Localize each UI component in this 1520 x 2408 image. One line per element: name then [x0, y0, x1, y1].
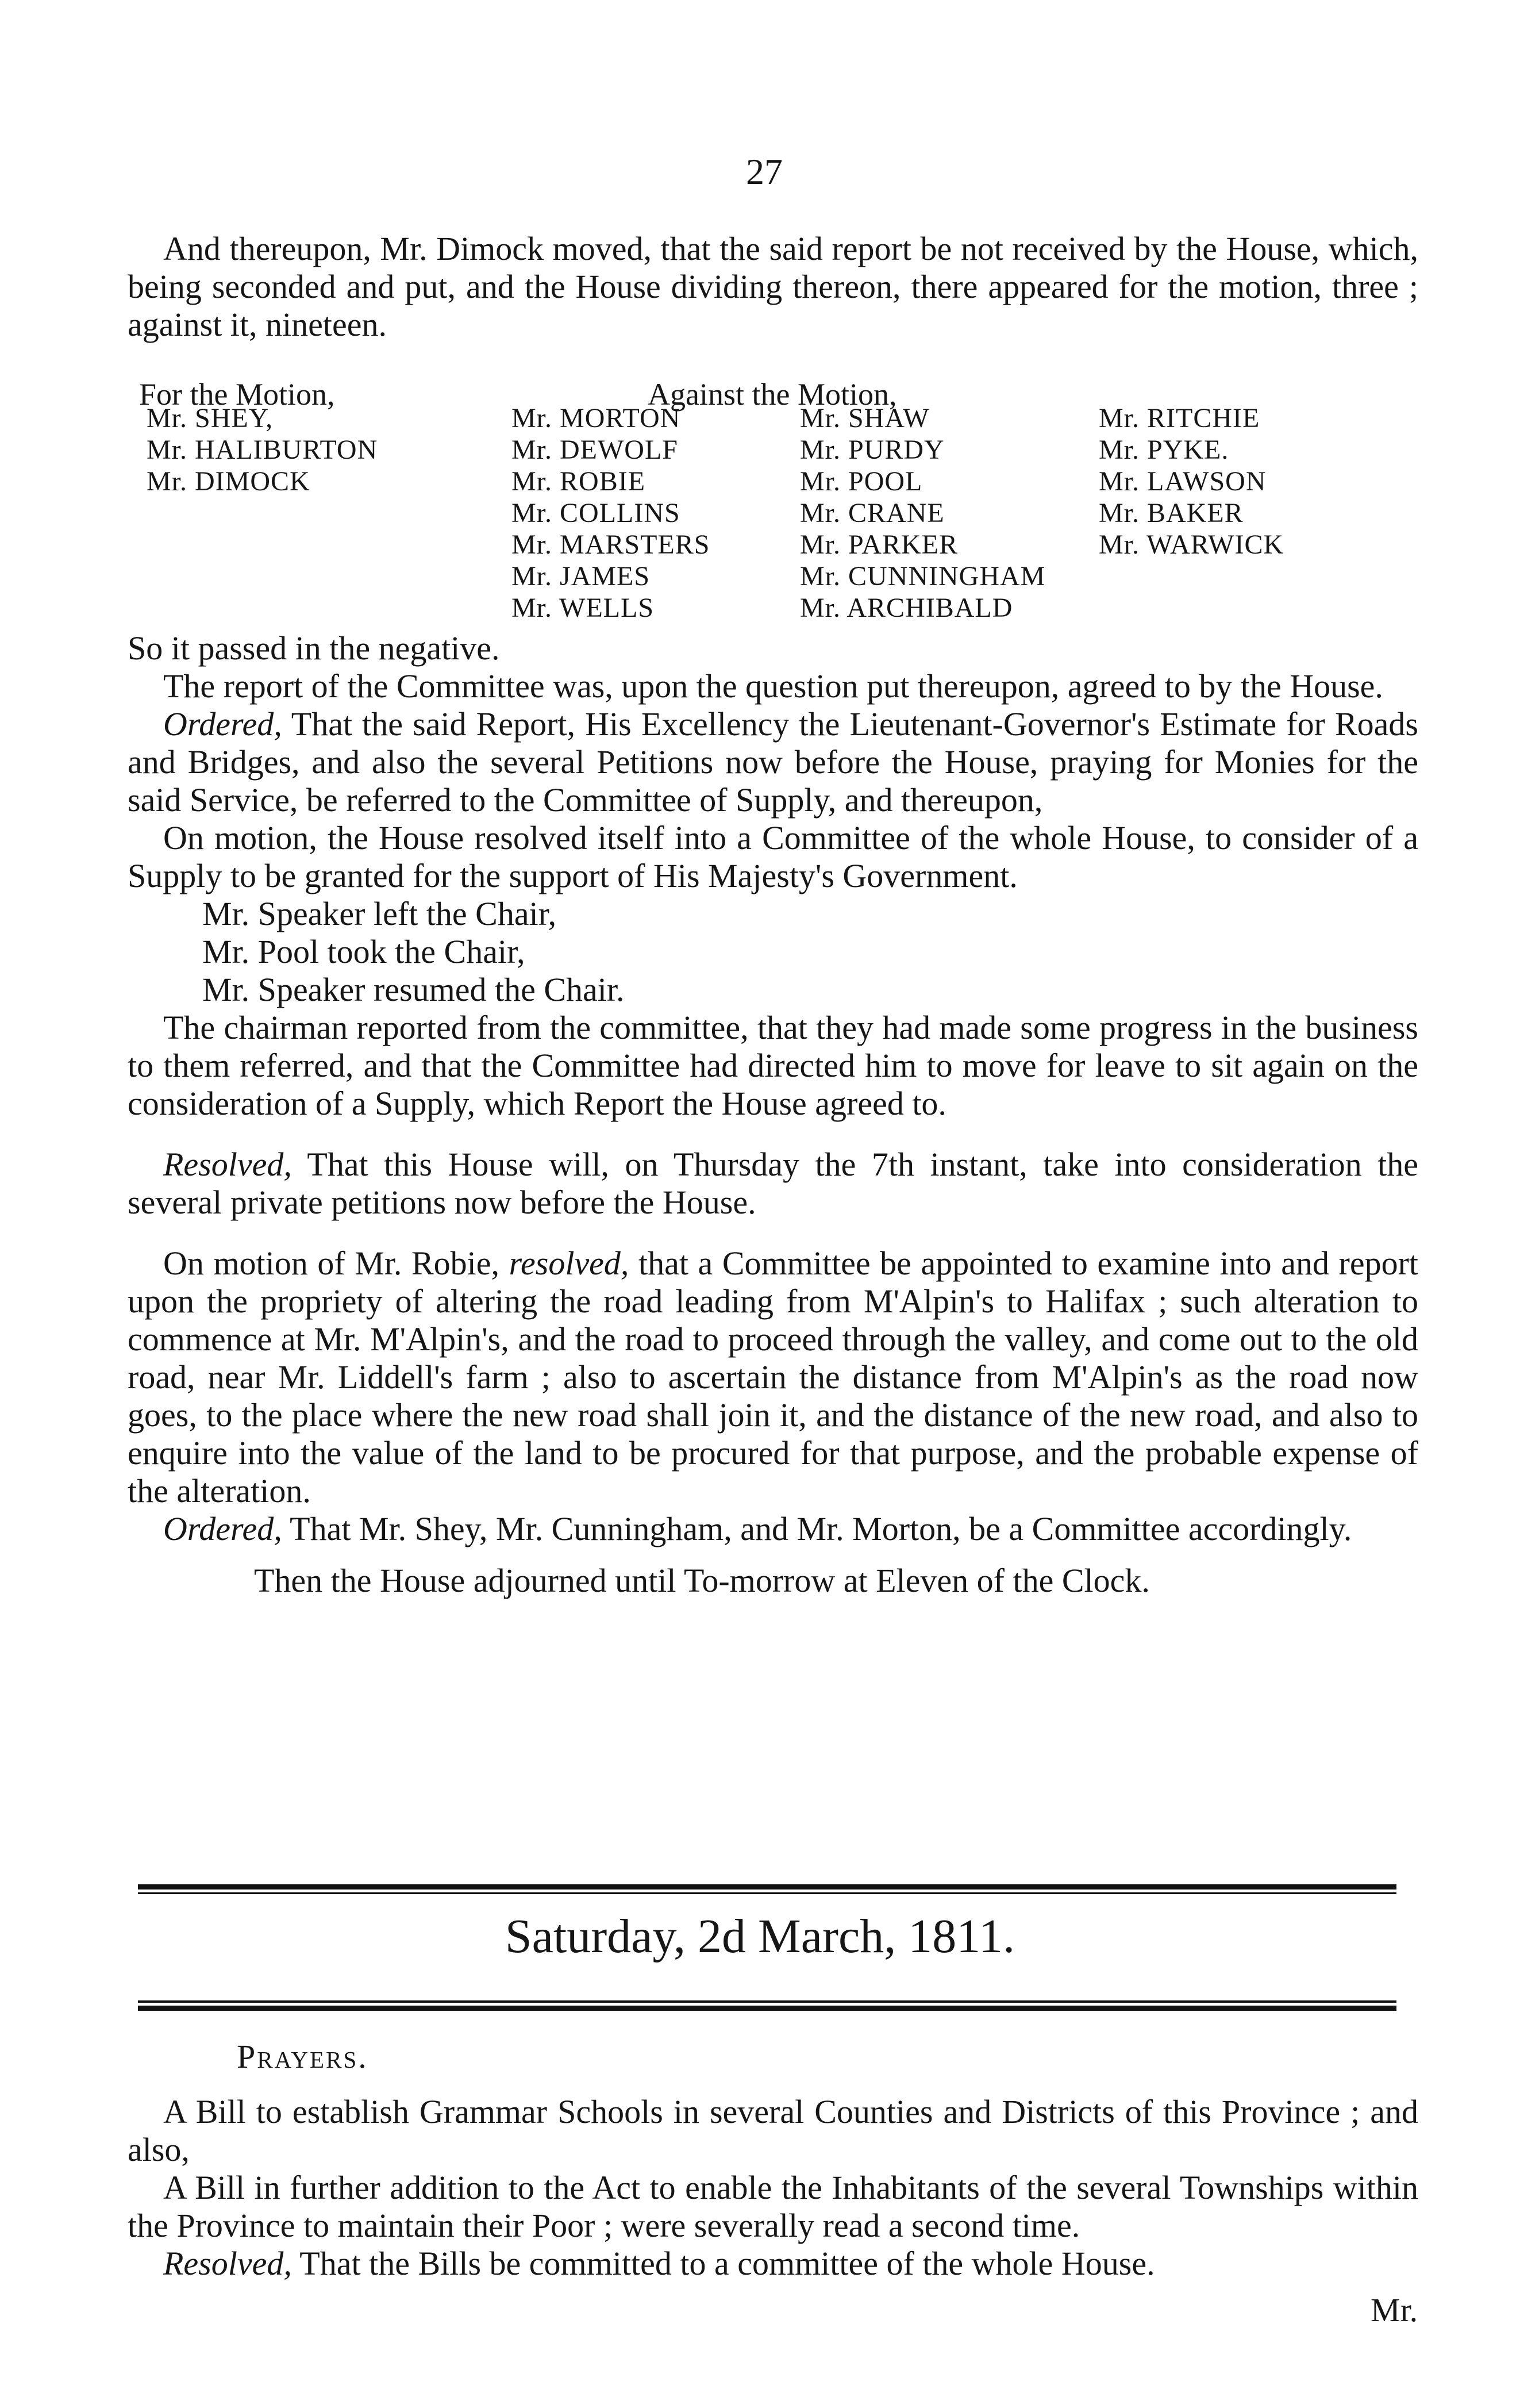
member-name: Mr. ROBIE [511, 466, 646, 497]
member-name: Mr. DIMOCK [147, 466, 310, 497]
ordered-label: Ordered, [163, 1510, 282, 1547]
ordered-referral-paragraph [128, 705, 1418, 819]
against-motion-list-2 [800, 402, 1045, 624]
grammar-schools-bill-paragraph: A Bill to establish Grammar Schools in several Counties and Districts of this Province ; and also, [128, 2093, 1418, 2168]
resolved-label: Resolved, [163, 2245, 292, 2282]
saturday-proceedings [128, 2038, 1418, 2283]
negative-paragraph: So it passed in the negative. [128, 629, 500, 667]
member-name: Mr. MARSTERS [511, 529, 710, 560]
member-name: Mr. LAWSON [1099, 466, 1267, 497]
ordered-label: Ordered, [163, 705, 282, 743]
for-motion-list [147, 402, 378, 497]
against-motion-list-3 [1099, 402, 1284, 560]
dimock-motion-paragraph: And thereupon, Mr. Dimock moved, that the said report be not received by the House, which, being seconded and put, and the House dividing thereon, there appeared for the motion, three ; against it, nineteen. [128, 230, 1418, 343]
prayers-heading: Prayers. [237, 2038, 368, 2075]
member-name: Mr. WARWICK [1099, 529, 1284, 560]
resolved-thursday-text: That this House will, on Thursday the 7th instant, take into consideration the several private petitions now before the House. [128, 1146, 1418, 1221]
member-name: Mr. MORTON [511, 403, 681, 433]
member-name: Mr. COLLINS [511, 498, 680, 528]
ordered-committee-paragraph [128, 1510, 1418, 1548]
member-name: Mr. PURDY [800, 435, 945, 465]
member-name: Mr. HALIBURTON [147, 435, 378, 465]
pool-took-chair-line: Mr. Pool took the Chair, [202, 933, 525, 970]
speaker-resumed-line: Mr. Speaker resumed the Chair. [202, 971, 625, 1008]
against-motion-heading: Against the Motion, [648, 377, 897, 412]
for-motion-heading: For the Motion, [139, 377, 335, 412]
resolved-commit-text: That the Bills be committed to a committee of the whole House. [299, 2245, 1155, 2282]
ordered-committee-text: That Mr. Shey, Mr. Cunningham, and Mr. Morton, be a Committee accordingly. [290, 1510, 1352, 1547]
member-name: Mr. PYKE. [1099, 435, 1229, 465]
report-agreed-paragraph: The report of the Committee was, upon the question put thereupon, agreed to by the House. [163, 667, 1383, 705]
member-name: Mr. RITCHIE [1099, 403, 1260, 433]
member-name: Mr. PARKER [800, 529, 958, 560]
member-name: Mr. ARCHIBALD [800, 593, 1013, 623]
resolved-thursday-paragraph [128, 1146, 1418, 1222]
against-motion-list-1 [511, 402, 710, 624]
member-name: Mr. JAMES [511, 561, 651, 592]
bottom-double-rule [138, 2006, 1396, 2011]
adjourned-line: Then the House adjourned until To-morrow at Eleven of the Clock. [254, 1562, 1150, 1599]
main-proceedings [128, 629, 1418, 1600]
member-name: Mr. BAKER [1099, 498, 1244, 528]
robie-motion-text: that a Committee be appointed to examine into and report upon the propriety of altering the road leading from M'Alpin's to Halifax ; such alteration to commence at Mr. M'Alpin's, and the road to proceed through the valley, and come out to the old road, near Mr. Liddell's farm ; also to ascertain the distance from M'Alpin's as the road now goes, to the place where the new road shall join it, and the distance of the new road, and also to enquire into the value of the land to be procured for that purpose, and the probable expense of the alteration. [128, 1245, 1418, 1510]
member-name: Mr. DEWOLF [511, 435, 678, 465]
chairman-report-paragraph: The chairman reported from the committee, that they had made some progress in the business to them referred, and that the Committee had directed him to move for leave to sit again on the consideration of a Supply, which Report the House agreed to. [128, 1009, 1418, 1122]
member-name: Mr. WELLS [511, 593, 655, 623]
page-number: 27 [746, 151, 783, 192]
robie-motion-paragraph [128, 1245, 1418, 1510]
top-double-rule-thin [138, 1892, 1396, 1894]
member-name: Mr. CRANE [800, 498, 945, 528]
member-name: Mr. POOL [800, 466, 923, 497]
date-heading: Saturday, 2d March, 1811. [505, 1910, 1015, 1963]
resolved-commit-paragraph [128, 2245, 1418, 2283]
resolved-label: resolved, [509, 1245, 629, 1282]
robie-motion-lead: On motion of Mr. Robie, [163, 1245, 500, 1282]
resolved-label: Resolved, [163, 1146, 292, 1183]
member-name: Mr. SHEY, [147, 403, 274, 433]
ordered-referral-text: That the said Report, His Excellency the Lieutenant-Governor's Estimate for Roads and Bridges, and also the several Petitions now before the House, praying for Monies for the said Service, be referred to the Committee of Supply, and thereupon, [128, 705, 1419, 819]
catchword: Mr. [1371, 2291, 1418, 2329]
top-double-rule [138, 1884, 1396, 1889]
member-name: Mr. SHAW [800, 403, 930, 433]
speaker-left-line: Mr. Speaker left the Chair, [202, 895, 557, 932]
supply-motion-paragraph: On motion, the House resolved itself into a Committee of the whole House, to consider of a Supply to be granted for the support of His Majesty's Government. [128, 819, 1418, 894]
intro-block [128, 230, 1418, 344]
poor-act-bill-paragraph: A Bill in further addition to the Act to enable the Inhabitants of the several Townships within the Province to maintain their Poor ; were severally read a second time. [128, 2169, 1418, 2244]
bottom-double-rule-thin [138, 2000, 1396, 2003]
member-name: Mr. CUNNINGHAM [800, 561, 1046, 592]
